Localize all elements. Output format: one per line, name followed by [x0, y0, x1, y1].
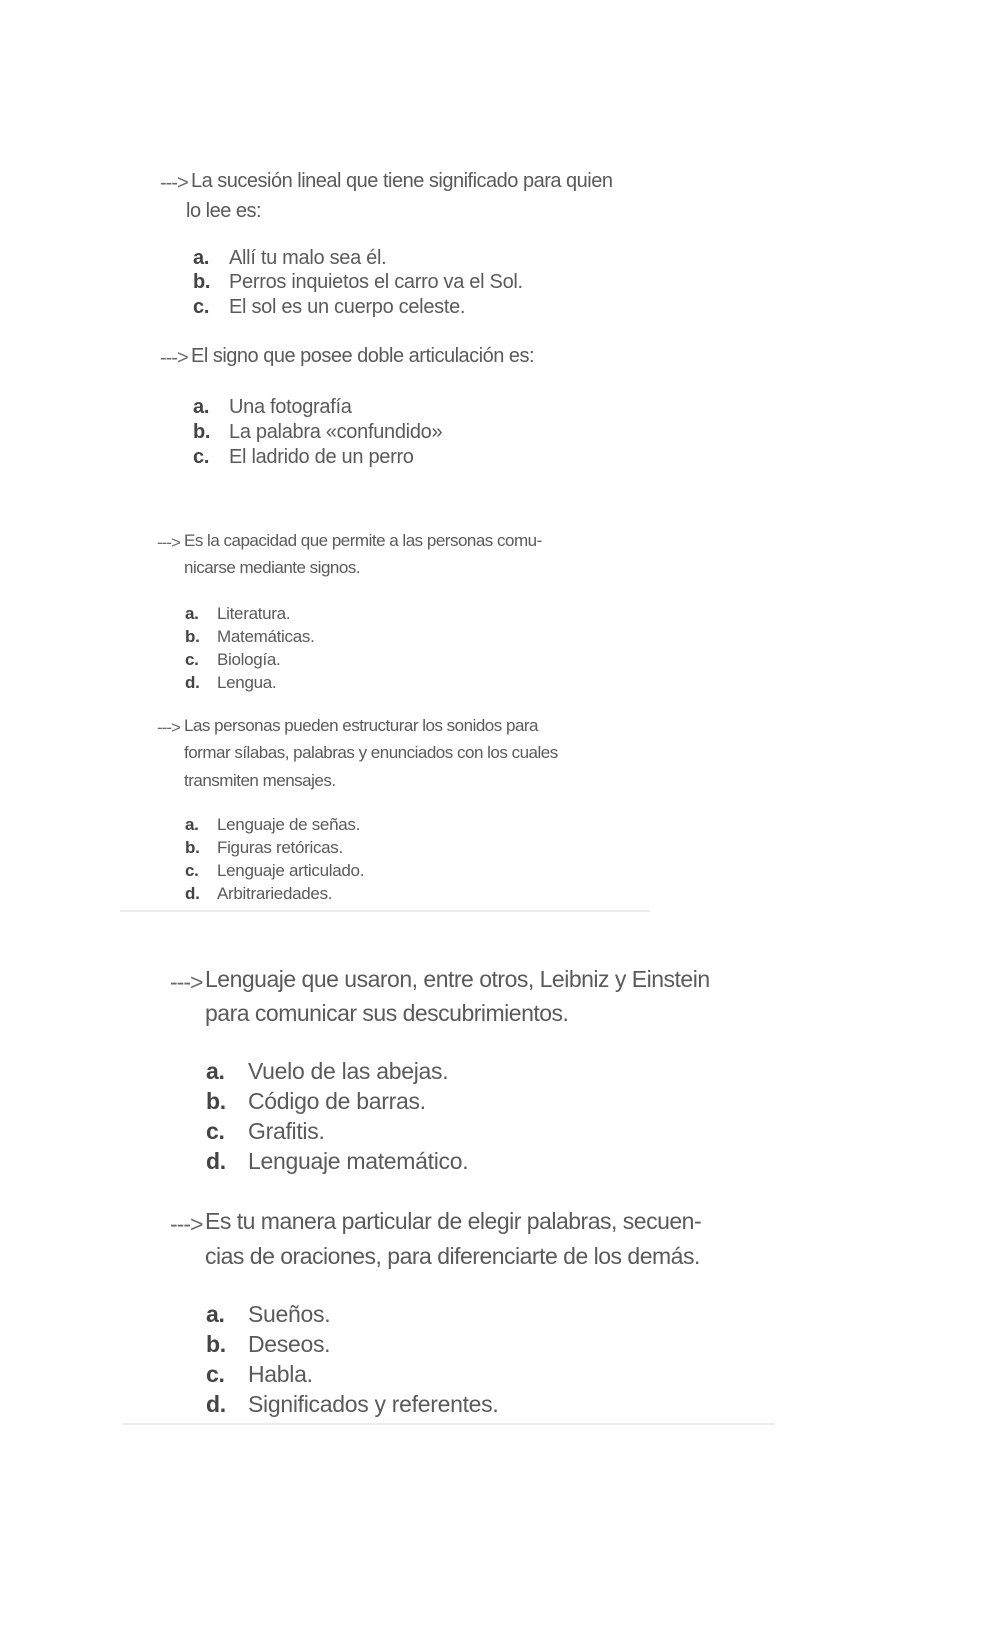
option-text: Grafitis.: [248, 1118, 325, 1144]
option-letter: d.: [206, 1391, 226, 1417]
answer-option[interactable]: [193, 247, 386, 270]
arrow-icon: --->: [160, 172, 188, 194]
option-text: Biología.: [217, 650, 281, 669]
option-letter: b.: [193, 271, 211, 293]
question-text-line: formar sílabas, palabras y enunciados con los cuales: [184, 743, 558, 762]
option-text: Figuras retóricas.: [217, 838, 343, 857]
answer-option[interactable]: [193, 396, 352, 419]
option-letter: a.: [185, 604, 199, 623]
arrow-icon: --->: [157, 533, 180, 552]
question-text-line: Es la capacidad que permite a las personas comu-: [184, 531, 542, 550]
option-letter: c.: [206, 1118, 225, 1144]
option-text: Literatura.: [217, 604, 291, 623]
question-text-line: nicarse mediante signos.: [184, 558, 361, 577]
section-divider: [122, 1423, 775, 1425]
answer-option[interactable]: [206, 1148, 468, 1175]
answer-option[interactable]: [185, 650, 280, 670]
option-letter: b.: [206, 1331, 226, 1357]
answer-option[interactable]: [185, 884, 332, 904]
question-text-line: para comunicar sus descubrimientos.: [205, 1000, 569, 1026]
option-letter: d.: [185, 884, 200, 903]
arrow-icon: --->: [170, 1211, 203, 1237]
option-letter: c.: [193, 446, 210, 468]
option-letter: b.: [193, 421, 211, 443]
question-text-line: Lenguaje que usaron, entre otros, Leibniz y Einstein: [205, 966, 710, 992]
option-text: Arbitrariedades.: [217, 884, 333, 903]
arrow-icon: --->: [170, 969, 203, 995]
option-text: Sueños.: [248, 1301, 331, 1327]
option-text: Código de barras.: [248, 1088, 426, 1114]
option-text: Allí tu malo sea él.: [229, 247, 387, 269]
answer-option[interactable]: [206, 1118, 325, 1145]
answer-option[interactable]: [206, 1361, 313, 1388]
option-letter: b.: [185, 627, 200, 646]
option-letter: a.: [185, 815, 199, 834]
arrow-icon: --->: [160, 347, 188, 369]
answer-option[interactable]: [206, 1088, 426, 1115]
arrow-icon: --->: [157, 718, 180, 737]
option-letter: d.: [185, 673, 200, 692]
option-text: Habla.: [248, 1361, 313, 1387]
answer-option[interactable]: [206, 1058, 448, 1085]
answer-option[interactable]: [185, 861, 364, 881]
option-text: El ladrido de un perro: [229, 446, 414, 468]
option-letter: c.: [206, 1361, 225, 1387]
section-divider: [120, 910, 650, 912]
option-letter: a.: [193, 396, 210, 418]
answer-option[interactable]: [193, 421, 442, 444]
answer-option[interactable]: [193, 446, 414, 469]
option-letter: a.: [206, 1301, 225, 1327]
option-text: El sol es un cuerpo celeste.: [229, 296, 466, 318]
question-text-line: Es tu manera particular de elegir palabras, secuen-: [205, 1208, 702, 1234]
answer-option[interactable]: [206, 1391, 498, 1418]
answer-option[interactable]: [193, 296, 465, 319]
question-text-line: transmiten mensajes.: [184, 771, 336, 790]
option-text: Perros inquietos el carro va el Sol.: [229, 271, 523, 293]
question-text-line: La sucesión lineal que tiene significado para quien: [191, 170, 613, 192]
option-letter: c.: [185, 861, 199, 880]
question-text-line: El signo que posee doble articulación es:: [191, 345, 535, 367]
answer-option[interactable]: [185, 673, 276, 693]
option-text: Significados y referentes.: [248, 1391, 499, 1417]
answer-option[interactable]: [185, 604, 290, 624]
question-text-line: lo lee es:: [186, 200, 262, 222]
option-text: Matemáticas.: [217, 627, 315, 646]
option-text: Una fotografía: [229, 396, 352, 418]
option-letter: a.: [206, 1058, 225, 1084]
option-text: Lenguaje articulado.: [217, 861, 365, 880]
option-letter: d.: [206, 1148, 226, 1174]
question-text-line: Las personas pueden estructurar los sonidos para: [184, 716, 539, 735]
option-text: La palabra «confundido»: [229, 421, 443, 443]
option-letter: b.: [206, 1088, 226, 1114]
option-text: Deseos.: [248, 1331, 331, 1357]
option-letter: c.: [185, 650, 199, 669]
option-text: Lengua.: [217, 673, 277, 692]
option-text: Lenguaje de señas.: [217, 815, 361, 834]
answer-option[interactable]: [185, 627, 315, 647]
answer-option[interactable]: [185, 838, 343, 858]
option-letter: c.: [193, 296, 210, 318]
answer-option[interactable]: [206, 1331, 330, 1358]
option-letter: b.: [185, 838, 200, 857]
option-text: Lenguaje matemático.: [248, 1148, 469, 1174]
question-text-line: cias de oraciones, para diferenciarte de los demás.: [205, 1243, 700, 1269]
option-text: Vuelo de las abejas.: [248, 1058, 449, 1084]
answer-option[interactable]: [185, 815, 360, 835]
answer-option[interactable]: [193, 271, 523, 294]
answer-option[interactable]: [206, 1301, 330, 1328]
option-letter: a.: [193, 247, 210, 269]
